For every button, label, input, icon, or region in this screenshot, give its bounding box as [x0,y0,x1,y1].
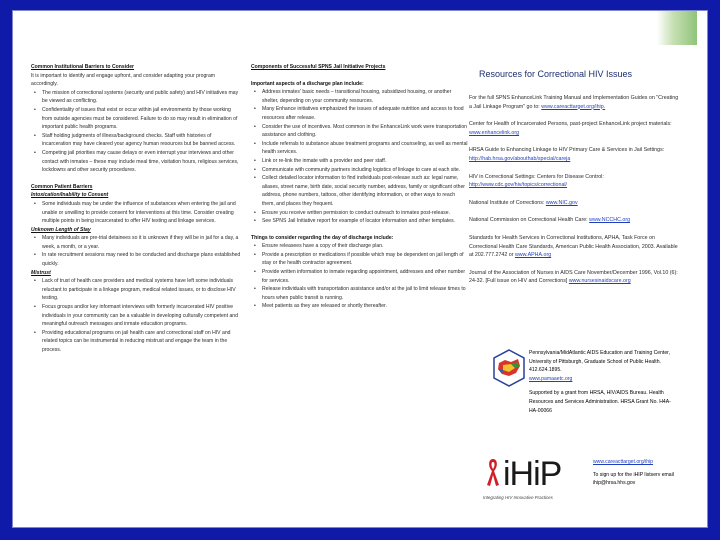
list-item: • Provide a prescription or medications if possible which may be dependent on jail length of stay or the health contractor agreement. [262,251,469,268]
resource-item [469,216,679,225]
column-components [251,63,469,311]
resource-text: For the full SPNS EnhanceLink Training Manual and Implementation Guides on "Creating a Jail Linkage Program" go to: [469,95,679,110]
resource-item [469,120,679,137]
resource-link[interactable]: www.enhancelink.org [469,129,520,136]
ihip-link[interactable]: www.careacttarget.org/ihip [593,459,654,465]
mistrust-heading: Mistrust [31,269,51,276]
resource-link[interactable]: www.APHA.org [514,252,552,259]
components-heading: Components of Successful SPNS Jail Initiative Projects [251,64,386,70]
aetc-logo-icon [491,349,527,387]
resource-link[interactable]: www.NCCHC.org [589,217,631,224]
resource-item [469,199,679,208]
resource-link[interactable]: www.NIC.gov [545,199,578,206]
discharge-plan-list [251,88,469,226]
ihip-wordmark: iHiP [503,455,562,493]
column-resources [469,51,679,295]
list-item: • Competing jail priorities may cause delays or even interrupt your interviews and other contact with inmates – these may include meal time, visitation hours, religious services, lockdowns and other security procedures. [42,149,241,175]
list-item: • Providing educational programs on jail health care and correctional staff on HIV and related topics can be instrumental in reducing mistrust and engage the team in the process. [42,329,241,355]
resource-text: Journal of the Association of Nurses in AIDS Care November/December 1996, Vol.10 (6): 24-32. [Full issue on HIV and Corrections] [469,269,678,285]
corner-accent [657,11,697,45]
list-item: • In rate recruitment sessions may need to be conducted and discharge plans established quickly. [42,251,241,268]
list-item: • The mission of correctional systems (security and public safety) and HIV initiatives may be viewed as conflicting. [42,89,241,106]
resources-title: Resources for Correctional HIV Issues [479,69,633,79]
ihip-tagline: Integrating HIV Innovative Practices [483,495,553,500]
resource-text: National Institute of Corrections: [469,199,546,206]
discharge-day-list [251,242,469,311]
aetc-link[interactable]: www.pamaaetc.org [529,375,573,382]
list-item: • Communicate with community partners including logistics of linkage to care at each site. [262,166,469,175]
intoxication-list [31,200,241,226]
discharge-day-heading: Things to consider regarding the day of discharge include: [251,234,394,241]
list-item: • Many individuals are pre-trial detainees so it is unknown if they will be in jail for a day, a week, a month, or a year. [42,234,241,251]
discharge-plan-heading: Important aspects of a discharge plan include: [251,80,364,87]
ihip-logo [483,451,593,511]
column-barriers [31,63,241,355]
document-page [12,10,708,528]
list-item: • Include referrals to substance abuse treatment programs and counseling, as well as mental health services. [262,140,469,157]
aetc-text [529,349,679,415]
list-item: • Focus groups and/or key informant interviews with formerly incarcerated HIV positive individuals in your community can be a valuable in developing culturally competent and meaningful outreach messages and inmate education programs. [42,303,241,329]
list-item: • Ensure releasees have a copy of their discharge plan. [262,242,469,251]
resource-item [469,146,679,163]
resource-link[interactable]: www.careacttarget.org/ihip. [541,103,606,110]
listserv-signup-text: To sign up for the iHIP listserv email [593,471,674,478]
resource-item [469,234,679,260]
list-item: • Consider the use of incentives. Most common in the EnhanceLink work were transportation assistance and clothing. [262,123,469,140]
resource-text: HIV in Correctional Settings: Centers for Disease Control: [469,173,604,180]
list-item: • Collect detailed locator information to find individuals post-release such as: legal name, aliases, street name, birth date, social security number, address, family or significant other address, phone numbers, tattoos, other identifying information, or other ways to reach them, and places they frequent. [262,174,469,208]
grant-support-text: Supported by a grant from HRSA, HIV/AIDS Bureau. Health Resources and Services Administration. HRSA Grant No. H4A-HA-00066 [529,390,671,414]
patient-barriers-heading: Common Patient Barriers [31,183,93,190]
resource-link[interactable]: www.nursesinaidscare.org [568,278,631,285]
resource-text: HRSA Guide to Enhancing Linkage to HIV Primary Care & Services in Jail Settings: [469,147,665,154]
list-item: • Many Enhance initiatives emphasized the issues of adequate nutrition and access to food resources after release. [262,105,469,122]
list-item: • Staff holding judgments of illness/background checks. Staff with histories of incarceration may have cleared your agency human resources but be banned access. [42,132,241,149]
length-of-stay-list [31,234,241,268]
resource-item [469,173,679,190]
listserv-email[interactable]: ihip@hrsa.hhs.gov [593,480,636,487]
list-item: • Lack of trust of health care providers and medical systems have left some individuals reluctant to participate in a linkage program, medical related issues, or to disclose HIV testing. [42,277,241,303]
list-item: • Ensure you receive written permission to conduct outreach to inmates post-release. [262,209,469,218]
institutional-intro: It is important to identify and engage upfront, and consider adapting your program accordingly. [31,72,216,88]
resource-item [469,94,679,111]
resource-text: Standards for Health Services in Correctional Institutions, APHA, Task Force on Correctional Health Care Standards, American Public Health Association, 2003. Available at 202.777.2742 or [469,234,678,259]
resource-text: National Commission on Correctional Health Care: [469,217,590,224]
list-item: • Confidentiality of issues that exist or occur within jail environments by those working from outside agencies must be considered. Failure to do so may result in elimination of important public health programs. [42,106,241,132]
resource-link[interactable]: http://www.cdc.gov/hiv/topics/correctional/ [469,182,568,189]
resource-item [469,269,679,286]
red-ribbon-icon [486,457,500,487]
list-item: • Address inmates' basic needs – transitional housing, subsidized housing, or another shelter, depending on your community resources. [262,88,469,105]
length-of-stay-heading: Unknown Length of Stay [31,226,91,233]
intoxication-heading: Intoxication/Inability to Consent [31,192,109,199]
institutional-list [31,89,241,175]
list-item: • See SPNS Jail Initiative report for example of locator information and other templates. [262,217,469,226]
resource-text: Center for Health of Incarcerated Persons, past-project EnhanceLink project materials: [469,121,672,128]
resource-link[interactable]: http://hab.hrsa.gov/abouthab/special/careja [469,155,571,162]
list-item: • Link or re-link the inmate with a provider and peer staff. [262,157,469,166]
list-item: • Release individuals with transportation assistance and/or at the jail to limit release times to hours when public transit is running. [262,285,469,302]
list-item: • Meet patients as they are released or shortly thereafter. [262,302,469,311]
aetc-block [469,349,679,435]
list-item: • Some individuals may be under the influence of substances when entering the jail and unable or unwilling to provide consent for interventions at this time. Consider creating multiple points in being incarcerated to offer HIV testing and linkage services. [42,200,241,226]
ihip-info [593,458,683,488]
list-item: • Provide written information to inmate regarding appointment, addresses and other number for services. [262,268,469,285]
institutional-barriers-heading: Common Institutional Barriers to Consider [31,64,135,70]
aetc-description: Pennsylvania/MidAtlantic AIDS Education and Training Center, University of Pittsburgh, Graduate School of Public Health. 412.624.1895. [529,350,671,374]
mistrust-list [31,277,241,354]
